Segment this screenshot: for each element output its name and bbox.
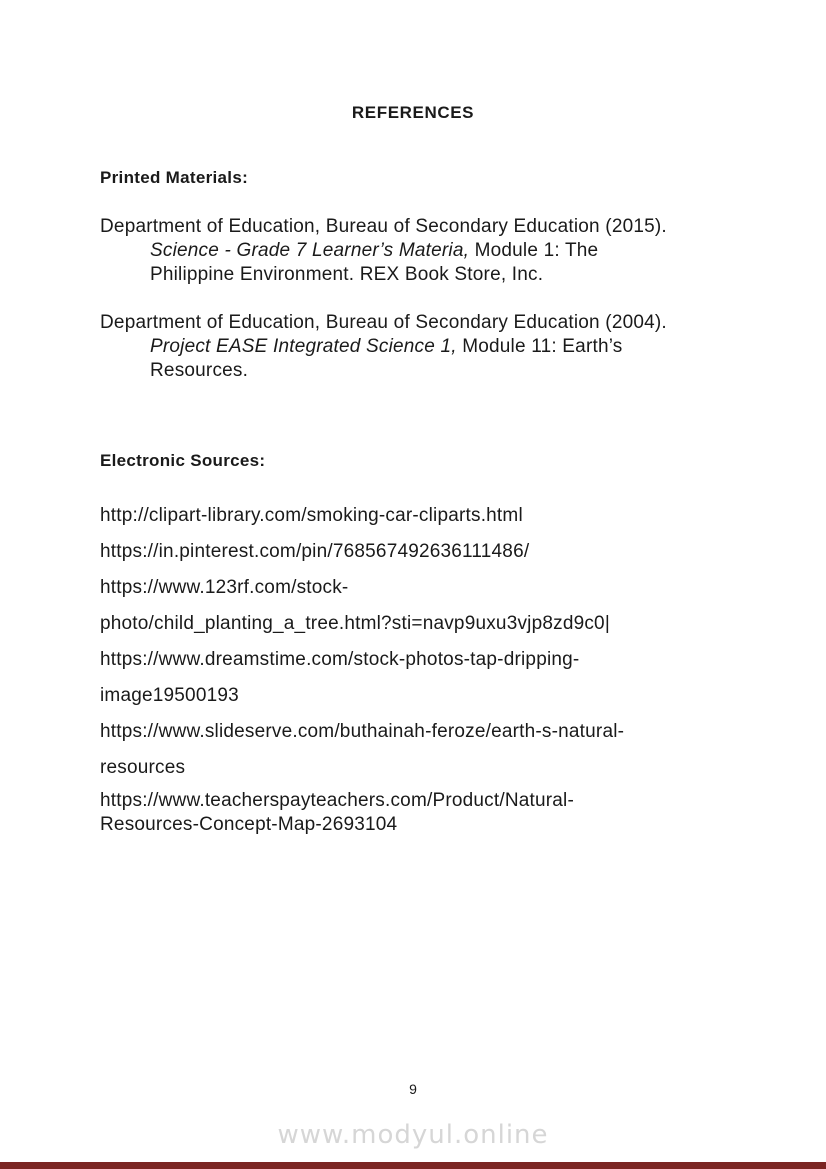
citation-italic-title: Project EASE Integrated Science 1, <box>150 336 457 357</box>
url-line: https://www.123rf.com/stock- <box>100 577 349 598</box>
watermark: www.modyul.online <box>277 1120 549 1150</box>
url-line: photo/child_planting_a_tree.html?sti=navp9uxu3vjp8zd9c0| <box>100 613 610 634</box>
url-line: image19500193 <box>100 685 239 706</box>
url-entry <box>100 789 780 837</box>
citation-line-rest: Module 11: Earth’s <box>456 336 623 357</box>
citation-line-rest: Module 1: The <box>469 240 599 261</box>
url-line: https://www.teacherspayteachers.com/Product/Natural- <box>100 790 574 811</box>
url-line: https://www.dreamstime.com/stock-photos-tap-dripping- <box>100 649 580 670</box>
citation-italic-title: Science - Grade 7 Learner’s Materia, <box>150 240 470 261</box>
printed-materials-heading: Printed Materials: <box>100 168 249 187</box>
url-line: https://www.slideserve.com/buthainah-feroze/earth-s-natural- <box>100 721 625 742</box>
citation-line: Department of Education, Bureau of Secondary Education (2004). <box>100 312 667 333</box>
url-line: https://in.pinterest.com/pin/768567492636111486/ <box>100 541 530 562</box>
citation-line <box>150 335 760 359</box>
citation-line: Department of Education, Bureau of Secondary Education (2015). <box>100 216 667 237</box>
citation-entry <box>100 311 760 383</box>
page-title: REFERENCES <box>351 103 475 122</box>
electronic-sources-heading: Electronic Sources: <box>100 451 266 470</box>
citation-line <box>150 239 760 263</box>
url-line: Resources-Concept-Map-2693104 <box>100 814 398 835</box>
page-number: 9 <box>409 1081 417 1097</box>
url-line: resources <box>100 757 186 778</box>
url-line: http://clipart-library.com/smoking-car-cliparts.html <box>100 505 523 526</box>
citation-line: Resources. <box>150 360 249 381</box>
url-list <box>100 498 780 837</box>
citation-entry <box>100 215 760 287</box>
citation-line: Philippine Environment. REX Book Store, Inc. <box>150 264 544 285</box>
footer-bar <box>0 1162 826 1169</box>
